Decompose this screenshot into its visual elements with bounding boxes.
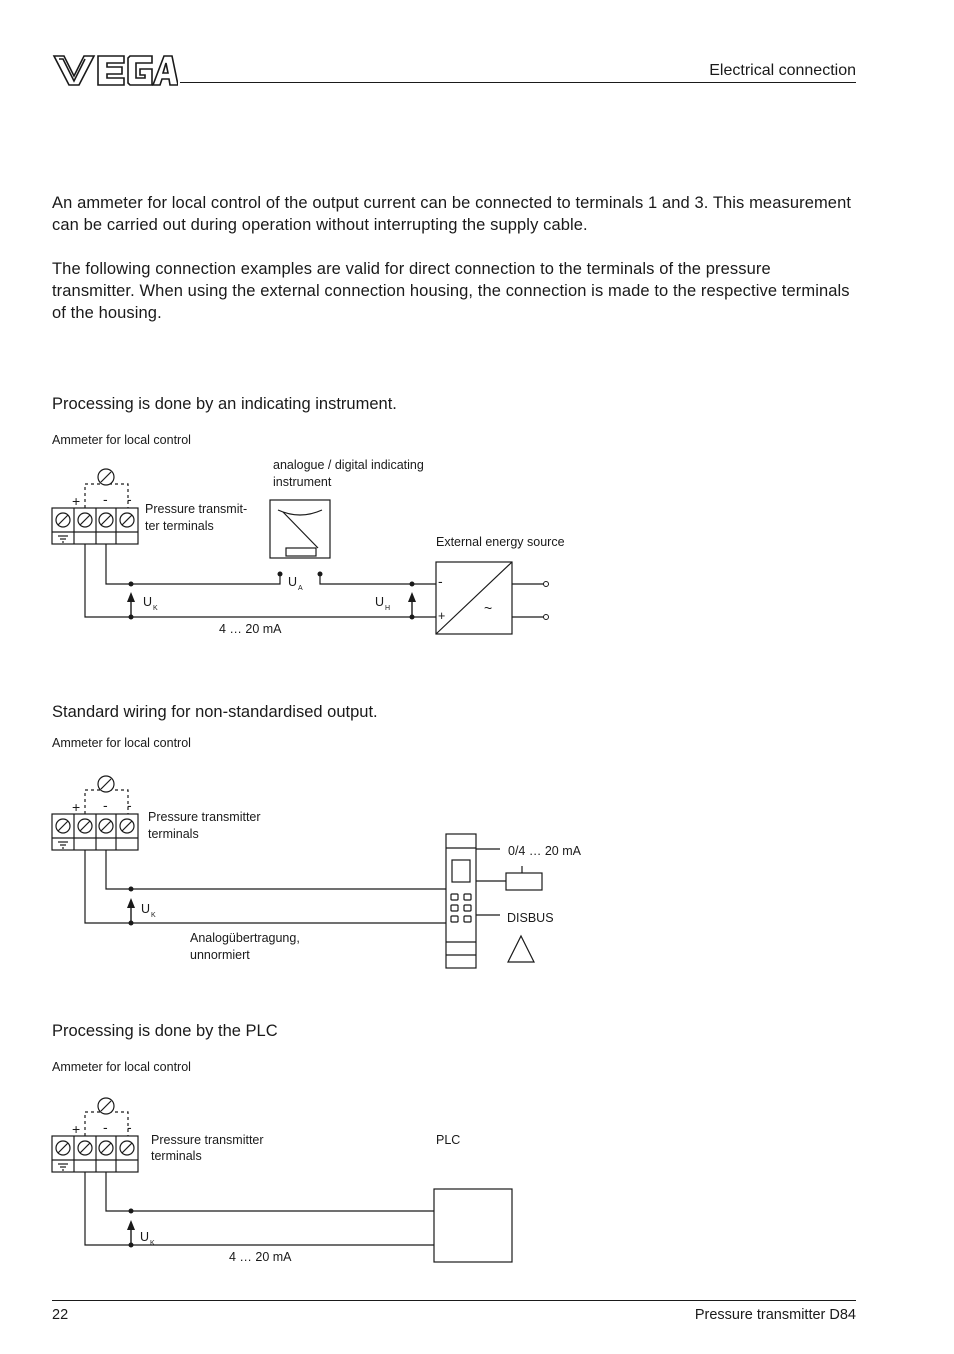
- page-number: 22: [52, 1307, 69, 1323]
- current-label: 4 … 20 mA: [219, 622, 282, 636]
- intro-paragraph: An ammeter for local control of the output current can be connected to terminals 1 and 3. This measurement can be carried out during operation without interrupting the supply cable.: [52, 194, 852, 234]
- svg-text:-: -: [103, 797, 108, 813]
- plc-diagram: [0, 1085, 954, 1275]
- instrument-label-1: analogue / digital indicating: [273, 458, 424, 472]
- output-label: 0/4 … 20 mA: [508, 844, 581, 858]
- svg-text:K: K: [153, 605, 158, 612]
- psu-minus: -: [438, 573, 443, 589]
- indicating-instrument-diagram: [0, 440, 954, 660]
- svg-text:-: -: [127, 1119, 132, 1135]
- svg-text:-: -: [103, 1119, 108, 1135]
- non-standardised-output-diagram: [0, 760, 954, 980]
- svg-text:-: -: [127, 797, 132, 813]
- svg-text:A: A: [298, 585, 303, 592]
- section3-caption: Ammeter for local control: [52, 1060, 191, 1074]
- plc-label: PLC: [436, 1133, 461, 1147]
- vega-logo: [52, 52, 178, 88]
- uk-label: U: [141, 902, 151, 916]
- terminals-label-2: terminals: [148, 827, 199, 841]
- terminals-label-1: Pressure transmitter: [148, 810, 261, 824]
- uh-label: U: [375, 595, 385, 609]
- svg-text:H: H: [385, 605, 391, 612]
- connection-paragraph: The following connection examples are valid for direct connection to the terminals of the pressure transmitter. When using the external connection housing, the connection is made to the respective terminals of the housing.: [52, 260, 850, 322]
- psu-plus: +: [438, 609, 446, 623]
- current-label: 4 … 20 mA: [229, 1250, 292, 1264]
- terminal-sign-plus: +: [72, 493, 81, 509]
- section1-caption: Ammeter for local control: [52, 433, 191, 447]
- uk-label: U: [143, 595, 153, 609]
- disbus-label: DISBUS: [507, 911, 554, 925]
- section1-heading: Processing is done by an indicating instrument.: [52, 395, 397, 413]
- terminals-label-2: terminals: [151, 1149, 202, 1163]
- svg-text:K: K: [150, 1240, 155, 1247]
- bus-triangle: [508, 936, 534, 962]
- instrument-label-2: instrument: [273, 475, 332, 489]
- psu-tilde: ~: [484, 600, 493, 616]
- section3-heading: Processing is done by the PLC: [52, 1022, 278, 1040]
- svg-text:K: K: [151, 912, 156, 919]
- section2-caption: Ammeter for local control: [52, 736, 191, 750]
- svg-text:+: +: [72, 799, 81, 815]
- uk-label: U: [140, 1230, 150, 1244]
- header-title: Electrical connection: [709, 62, 856, 79]
- wire-top: [106, 544, 280, 584]
- terminals-label-1: Pressure transmitter: [151, 1133, 264, 1147]
- analog-label-1: Analogübertragung,: [190, 931, 300, 945]
- terminal-sign-minus-1: -: [103, 491, 108, 507]
- analog-label-2: unnormiert: [190, 948, 250, 962]
- plc-box: [434, 1189, 512, 1262]
- terminals-label-1: Pressure transmit-: [145, 502, 248, 516]
- svg-text:+: +: [72, 1121, 81, 1137]
- header-rule: [180, 82, 856, 83]
- output-resistor: [506, 873, 542, 890]
- terminals-label-2: ter terminals: [145, 519, 214, 533]
- terminal-sign-minus-2: -: [127, 491, 132, 507]
- footer-doc-title: Pressure transmitter D84: [694, 1307, 856, 1323]
- processing-module: [446, 834, 476, 968]
- section2-heading: Standard wiring for non-standardised output.: [52, 703, 378, 721]
- footer-rule: [52, 1300, 856, 1301]
- ua-label: U: [288, 575, 298, 589]
- energy-source-label: External energy source: [436, 535, 565, 549]
